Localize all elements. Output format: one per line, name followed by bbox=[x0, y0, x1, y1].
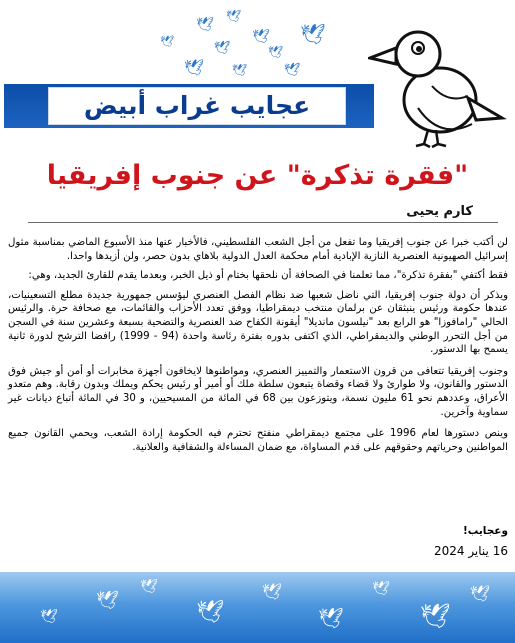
article-headline: "فقرة تذكرة" عن جنوب إفريقيا bbox=[46, 160, 469, 191]
bird-icon: 🕊 bbox=[226, 9, 242, 23]
article-paragraph: لن أكتب خبرا عن جنوب إفريقيا وما تفعل من أجل الشعب الفلسطيني، فالأخبار عنها منذ الأسبوع الماضي بمناسبة مثول إسرائيل الصهيونية العنصرية النازية الإبادية أمام محكمة العدل الدولية بلاهاي بدون حصر، ولن أزيدها واحدا. bbox=[8, 237, 508, 262]
column-banner bbox=[0, 0, 515, 150]
bird-icon: 🕊 bbox=[318, 606, 344, 630]
footer-banner bbox=[0, 572, 515, 643]
article-paragraph: وجنوب إفريقيا تتعافى من قرون الاستعمار والتمييز العنصري، ومواطنوها لايخافون أجهزة مخابرات أو أمن أو جيش فوق الدستور والقانون، ولا طوارئ ولا قضاء وقضاة يتبعون سلطة ملك أو أمير أو رئيس يحكم ويملك وبدون رقابة. وهم متعدو الأعراق، وعددهم نحو 61 مليون نسمة، ويتوزعون بين 68 في المائة من المسيحيين، و 30 في المائة أتباع ديانات غير سماوية وآخرين. bbox=[8, 365, 508, 418]
column-name: عجايب غراب أبيض bbox=[83, 91, 311, 120]
bird-icon: 🕊 bbox=[214, 41, 231, 56]
article-closing: وعجايب! bbox=[462, 525, 508, 537]
bird-icon: 🕊 bbox=[184, 58, 205, 77]
article-paragraph: فقط أكتفي "بفقرة تذكرة"، مما تعلمنا في الصحافة أن نلحقها بختام أو ذيل الخبر، وبعدما يقدم للقارئ الجديد، وهي: bbox=[28, 270, 508, 282]
bird-icon: 🕊 bbox=[96, 590, 119, 611]
bird-icon: 🕊 bbox=[232, 63, 248, 77]
bird-icon: 🕊 bbox=[420, 602, 451, 630]
article-paragraph: وينص دستورها لعام 1996 على مجتمع ديمقراطي منفتح تحترم فيه الحكومة إرادة الشعب، ويحمي القانون جميع المواطنين وحرياتهم وحقوقهم على قدم المساواة، مع ضمان المساءلة والشفافية والعلانية. bbox=[8, 428, 509, 453]
bird-icon: 🕊 bbox=[140, 579, 158, 595]
article-body bbox=[8, 236, 508, 462]
bird-icon: 🕊 bbox=[252, 29, 270, 45]
bird-icon: 🕊 bbox=[160, 35, 174, 48]
bird-icon: 🕊 bbox=[40, 609, 58, 625]
bird-icon: 🕊 bbox=[268, 45, 284, 59]
bird-icon: 🕊 bbox=[470, 584, 491, 603]
author-name: كارم يحيى bbox=[406, 204, 473, 219]
author-divider bbox=[28, 222, 498, 223]
white-crow-icon bbox=[368, 8, 508, 148]
bird-icon: 🕊 bbox=[262, 582, 283, 601]
article-paragraph: ويذكر أن دولة جنوب إفريقيا، التي ناضل شعبها ضد نظام الفصل العنصري ليؤسس جمهورية جديدة مطلع التسعينيات، عندها حكومة ورئيس ينبثقان عن برلمان منتخب ديمقراطيا، ووفق تعدد الأحزاب والقائمات، مع صحافة حرة. والرئيس الحالي "رامافوزا" هو الرابع بعد "نيلسون مانديلا" أيقونة الكفاح ضد العنصرية والتضحية بسبعة وعشرين سنة في السجن من أجل التحرر الوطني والديمقراطي، الذي اكتفى بدوره بفترة رئاسة واحدة (94 - 1999) رافضا الترشح لدورة ثانية يسمح بها الدستور. bbox=[8, 289, 509, 356]
bird-icon: 🕊 bbox=[372, 581, 390, 597]
bird-icon: 🕊 bbox=[196, 600, 224, 625]
bird-icon: 🕊 bbox=[196, 17, 214, 33]
bird-icon: 🕊 bbox=[300, 22, 326, 46]
article-date: 16 يناير 2024 bbox=[433, 544, 508, 558]
bird-icon: 🕊 bbox=[284, 63, 301, 78]
